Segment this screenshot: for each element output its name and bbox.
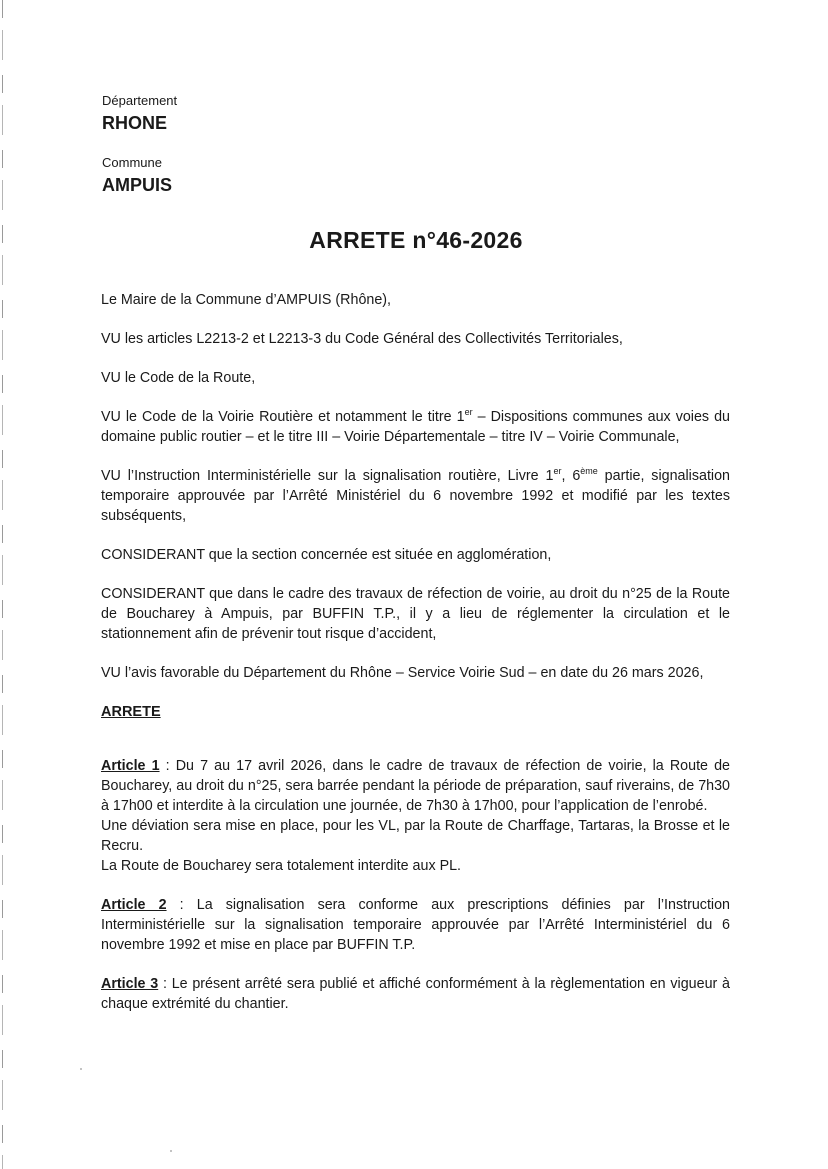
vu-voirie-text-a: VU le Code de la Voirie Routière et notamment le titre 1 <box>101 409 465 425</box>
department-label: Département <box>102 93 178 108</box>
vu-voirie-sup: er <box>464 407 473 418</box>
article-1-text: Du 7 au 17 avril 2026, dans le cadre de travaux de réfection de voirie, la Route de Boucharey, au droit du n°25, sera barrée pendant la période de préparation, sauf riverains, de 7h30 à 17h00 et interdite à la circulation une journée, de 7h30 à 17h00, pour l’application de l’enrobé. <box>101 758 731 814</box>
article-1-deviation: Une déviation sera mise en place, pour les VL, par la Route de Charffage, Tartaras, la Brosse et le Recru. <box>101 818 730 854</box>
vu-voirie <box>101 407 730 447</box>
vu-instruction-sup1: er <box>553 466 562 477</box>
vu-cgct: VU les articles L2213-2 et L2213-3 du Code Général des Collectivités Territoriales, <box>101 331 623 347</box>
commune-label: Commune <box>102 155 162 170</box>
article-1-pl: La Route de Boucharey sera totalement interdite aux PL. <box>101 858 462 874</box>
vu-code-route: VU le Code de la Route, <box>101 370 256 386</box>
vu-avis: VU l’avis favorable du Département du Rhône – Service Voirie Sud – en date du 26 mars 2026, <box>101 665 704 681</box>
article-1-label: Article 1 <box>101 758 160 774</box>
vu-voirie-text-b: – Dispositions communes aux voies du domaine public routier – et le titre III – Voirie Départementale – titre IV – Voirie Communale, <box>101 409 730 445</box>
article-2 <box>101 895 730 955</box>
vu-instruction-text-b: , 6 <box>561 468 581 484</box>
vu-instruction-text-a: VU l’Instruction Interministérielle sur la signalisation routière, Livre 1 <box>101 468 554 484</box>
article-3-text: Le présent arrêté sera publié et affiché conformément à la règlementation en vigueur à chaque extrémité du chantier. <box>101 976 730 1012</box>
article-3 <box>101 974 730 1014</box>
vu-instruction-text-c: partie, signalisation temporaire approuvée par l’Arrêté Ministériel du 6 novembre 1992 et modifié par les textes subséquents, <box>101 468 730 524</box>
mayor-line: Le Maire de la Commune d’AMPUIS (Rhône), <box>101 292 392 308</box>
vu-instruction <box>101 466 730 526</box>
scan-speck <box>80 1068 82 1070</box>
article-2-sep: : <box>166 897 197 913</box>
scan-edge-artifact <box>2 0 3 1169</box>
commune-value: AMPUIS <box>102 175 173 195</box>
document-body <box>101 290 730 1033</box>
considerant-1: CONSIDERANT que la section concernée est située en agglomération, <box>101 547 552 563</box>
article-3-label: Article 3 <box>101 976 159 992</box>
article-3-sep: : <box>158 976 172 992</box>
considerant-2: CONSIDERANT que dans le cadre des travaux de réfection de voirie, au droit du n°25 de la Route de Boucharey à Ampuis, par BUFFIN T.P., il y a lieu de réglementer la circulation et le stationnement afin de prévenir tout risque d’accident, <box>101 586 730 642</box>
scan-speck <box>170 1150 172 1152</box>
department-value: RHONE <box>102 113 168 133</box>
article-2-label: Article 2 <box>101 897 167 913</box>
article-1-sep: : <box>159 758 176 774</box>
vu-instruction-sup2: ème <box>580 466 598 477</box>
document-title: ARRETE n°46-2026 <box>309 227 523 253</box>
article-2-text: La signalisation sera conforme aux prescriptions définies par l’Instruction Interministérielle sur la signalisation temporaire approuvée par l’Arrêté Interministériel du 6 novembre 1992 et mise en place par BUFFIN T.P. <box>101 897 730 953</box>
decision-heading: ARRETE <box>101 704 161 720</box>
article-1 <box>101 756 730 816</box>
